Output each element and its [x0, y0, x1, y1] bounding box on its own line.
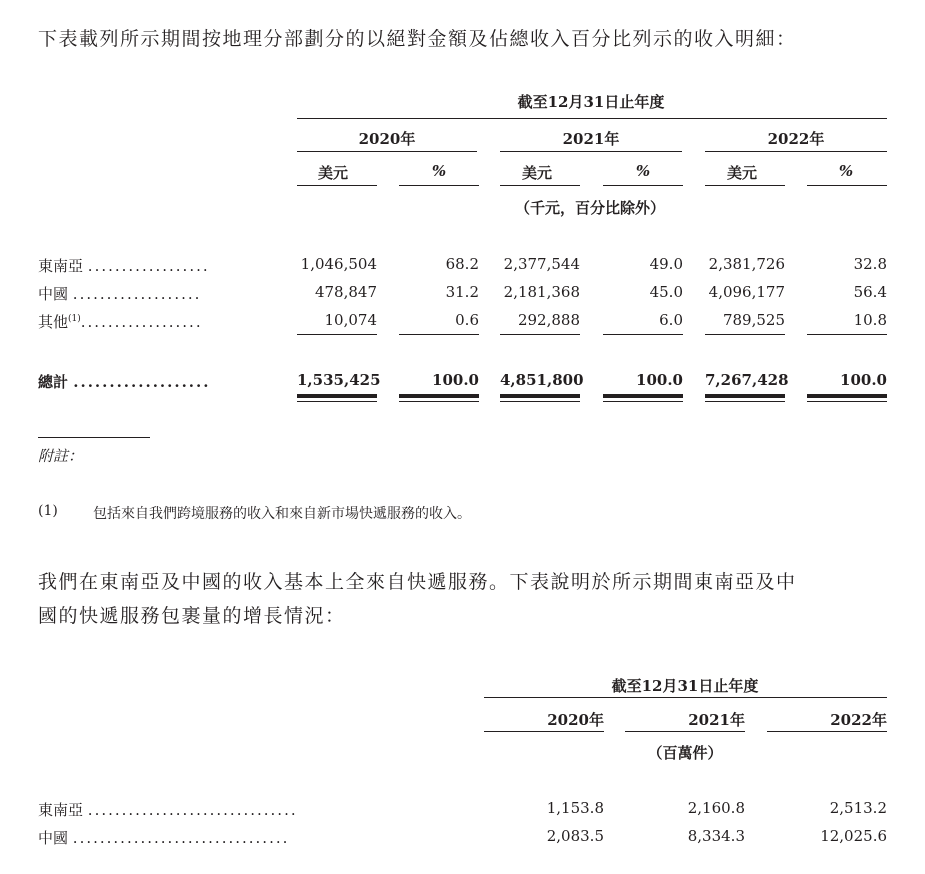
subtotal-rule	[603, 334, 683, 335]
table1-year-rule-2020	[297, 151, 477, 152]
table1-period-header: 截至12月31日止年度	[517, 93, 665, 111]
leader-dots: ...............................	[87, 801, 298, 819]
total-value: 4,851,800	[500, 371, 584, 389]
table1-col-usd-2022: 美元	[727, 164, 758, 182]
table2-year-2021: 2021年	[688, 711, 745, 729]
cell-value: 32.8	[853, 255, 887, 273]
table1-col-rule	[399, 185, 479, 186]
total-label: 總計	[38, 373, 69, 391]
table1-year-rule-2022	[705, 151, 887, 152]
table1-col-usd-2020: 美元	[318, 164, 349, 182]
subtotal-rule	[807, 334, 887, 335]
leader-dots: ................................	[72, 829, 290, 847]
table2-unit-note: （百萬件）	[647, 744, 723, 762]
cell-value: 2,377,544	[503, 255, 580, 273]
table1-col-pct-2022: %	[838, 162, 854, 180]
total-double-rule	[297, 401, 377, 402]
row-label: 中國	[38, 829, 69, 847]
note-text: 包括來自我們跨境服務的收入和來自新市場快遞服務的收入。	[93, 506, 471, 522]
footnote-marker: (1)	[68, 314, 81, 324]
table1-top-rule	[297, 118, 887, 119]
paragraph-line-2: 國的快遞服務包裹量的增長情況：	[38, 605, 346, 627]
leader-dots: ..................	[87, 257, 210, 275]
cell-value: 4,096,177	[708, 283, 785, 301]
table1-col-rule	[807, 185, 887, 186]
total-double-rule	[807, 401, 887, 402]
table1-year-2021: 2021年	[562, 130, 620, 148]
cell-value: 10,074	[324, 311, 377, 329]
total-double-rule	[705, 401, 785, 402]
subtotal-rule	[399, 334, 479, 335]
cell-value: 2,381,726	[708, 255, 785, 273]
cell-value: 478,847	[314, 283, 377, 301]
total-value: 100.0	[840, 371, 887, 389]
leader-dots: ...................	[72, 285, 202, 303]
table2-top-rule	[484, 697, 887, 698]
subtotal-rule	[297, 334, 377, 335]
cell-value: 2,513.2	[829, 799, 887, 817]
leader-dots: ..................	[80, 313, 203, 331]
cell-value: 1,046,504	[300, 255, 377, 273]
total-value: 100.0	[432, 371, 479, 389]
row-label: 其他	[38, 313, 69, 331]
paragraph-line-1: 我們在東南亞及中國的收入基本上全來自快遞服務。下表說明於所示期間東南亞及中	[38, 571, 797, 593]
leader-dots: ...................	[73, 373, 211, 391]
table1-col-rule	[500, 185, 580, 186]
cell-value: 789,525	[722, 311, 785, 329]
table1-col-rule	[705, 185, 785, 186]
table2-year-rule	[484, 731, 604, 732]
total-double-rule	[603, 401, 683, 402]
total-double-rule	[297, 394, 377, 398]
table1-year-2022: 2022年	[767, 130, 825, 148]
row-label: 東南亞	[38, 257, 84, 275]
cell-value: 6.0	[659, 311, 683, 329]
total-double-rule	[603, 394, 683, 398]
total-double-rule	[500, 401, 580, 402]
row-label: 中國	[38, 285, 69, 303]
row-label: 東南亞	[38, 801, 84, 819]
cell-value: 12,025.6	[820, 827, 887, 845]
cell-value: 2,181,368	[503, 283, 580, 301]
total-double-rule	[399, 394, 479, 398]
total-double-rule	[807, 394, 887, 398]
table1-year-rule-2021	[500, 151, 682, 152]
notes-rule	[38, 437, 150, 438]
cell-value: 2,160.8	[687, 799, 745, 817]
cell-value: 56.4	[853, 283, 887, 301]
table2-year-rule	[767, 731, 887, 732]
total-value: 1,535,425	[297, 371, 381, 389]
intro-text: 下表載列所示期間按地理分部劃分的以絕對金額及佔總收入百分比列示的收入明細：	[38, 28, 797, 50]
table1-unit-note: （千元，百分比除外）	[514, 199, 665, 217]
table1-col-rule	[297, 185, 377, 186]
notes-label: 附註：	[38, 447, 84, 465]
cell-value: 68.2	[445, 255, 479, 273]
cell-value: 1,153.8	[546, 799, 604, 817]
total-double-rule	[399, 401, 479, 402]
total-double-rule	[500, 394, 580, 398]
total-double-rule	[705, 394, 785, 398]
cell-value: 49.0	[649, 255, 683, 273]
table2-year-2022: 2022年	[830, 711, 887, 729]
cell-value: 0.6	[455, 311, 479, 329]
cell-value: 292,888	[517, 311, 580, 329]
cell-value: 8,334.3	[687, 827, 745, 845]
cell-value: 10.8	[853, 311, 887, 329]
subtotal-rule	[500, 334, 580, 335]
note-marker: (1)	[38, 503, 58, 519]
subtotal-rule	[705, 334, 785, 335]
table2-period-header: 截至12月31日止年度	[611, 677, 759, 695]
table1-col-pct-2020: %	[431, 162, 447, 180]
table2-year-2020: 2020年	[547, 711, 604, 729]
table1-col-usd-2021: 美元	[522, 164, 553, 182]
table2-year-rule	[625, 731, 745, 732]
total-value: 7,267,428	[705, 371, 789, 389]
table1-col-pct-2021: %	[635, 162, 651, 180]
cell-value: 31.2	[445, 283, 479, 301]
total-value: 100.0	[636, 371, 683, 389]
cell-value: 45.0	[649, 283, 683, 301]
cell-value: 2,083.5	[546, 827, 604, 845]
table1-year-2020: 2020年	[358, 130, 416, 148]
table1-col-rule	[603, 185, 683, 186]
